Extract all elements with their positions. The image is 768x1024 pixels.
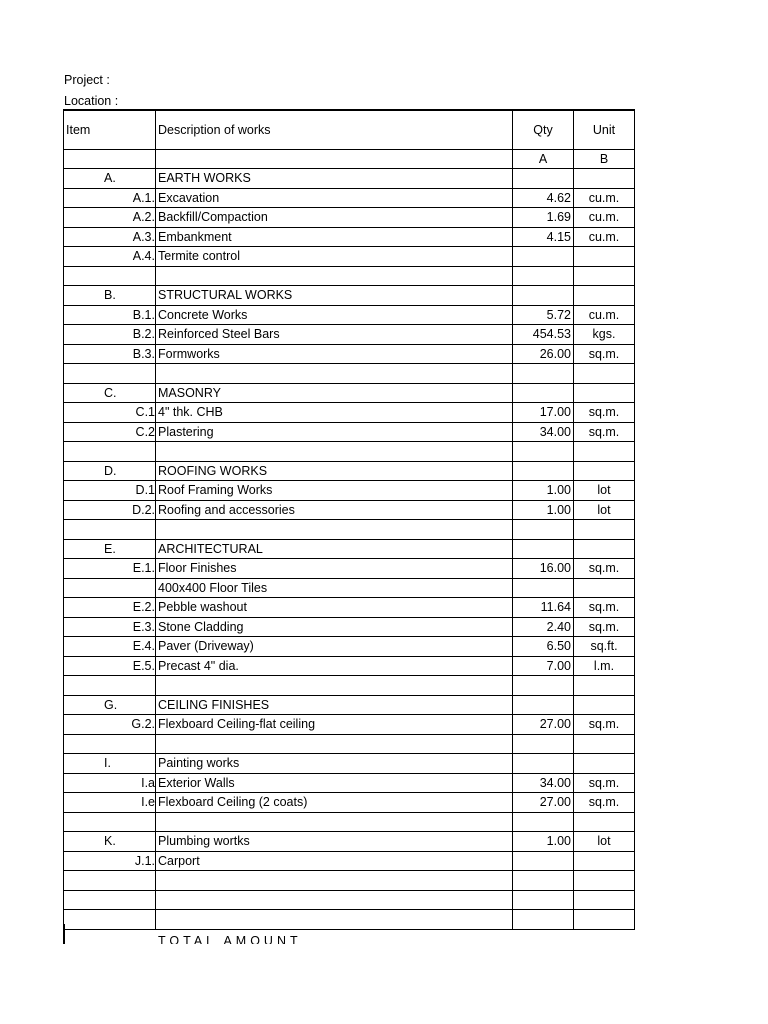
bill-of-quantities-table [63,109,635,930]
item-unit: sq.ft. [574,637,635,657]
item-description: 4" thk. CHB [156,403,513,423]
blank-cell [574,890,635,910]
blank-row [64,442,635,462]
item-description: Paver (Driveway) [156,637,513,657]
item-qty [513,578,574,598]
table-body [64,169,635,930]
item-unit: lot [574,832,635,852]
item-unit: sq.m. [574,793,635,813]
section-code [64,286,156,306]
item-code-text: G.2. [131,717,155,732]
blank-row [64,871,635,891]
item-unit [574,695,635,715]
blank-cell [64,890,156,910]
item-code [64,227,156,247]
item-code-text: D.2. [132,502,155,517]
section-row [64,169,635,189]
item-unit [574,247,635,267]
item-description: Floor Finishes [156,559,513,579]
item-code-text: A.3. [132,229,155,244]
item-qty: 4.62 [513,188,574,208]
item-description: Backfill/Compaction [156,208,513,228]
location-label: Location : [64,94,119,108]
blank-cell [574,442,635,462]
blank-cell [513,890,574,910]
blank-cell [574,676,635,696]
item-unit [574,539,635,559]
blank-cell [513,266,574,286]
item-qty: 17.00 [513,403,574,423]
blank-row [64,890,635,910]
blank-cell [156,871,513,891]
item-code-text: J.1. [134,853,155,868]
item-unit [574,383,635,403]
blank-cell [156,890,513,910]
item-unit: l.m. [574,656,635,676]
section-title: ARCHITECTURAL [156,539,513,559]
blank-cell [156,364,513,384]
item-description: Pebble washout [156,598,513,618]
blank-row [64,266,635,286]
table-row [64,793,635,813]
table-row [64,305,635,325]
subheader-unit-letter: B [574,150,635,169]
item-code [64,188,156,208]
item-qty [513,539,574,559]
column-header-qty: Qty [513,110,574,150]
section-row [64,695,635,715]
item-qty: 27.00 [513,793,574,813]
item-code [64,715,156,735]
blank-cell [513,442,574,462]
section-row [64,383,635,403]
blank-cell [513,871,574,891]
section-row [64,461,635,481]
item-unit: cu.m. [574,227,635,247]
item-code [64,481,156,501]
blank-cell [64,676,156,696]
column-header-unit: Unit [574,110,635,150]
table-row [64,559,635,579]
item-code-text: B.1. [132,307,155,322]
table-row [64,500,635,520]
section-row [64,286,635,306]
blank-cell [574,266,635,286]
item-qty [513,169,574,189]
section-code-text: K. [104,834,116,849]
item-qty [513,247,574,267]
section-title: Painting works [156,754,513,774]
blank-cell [156,520,513,540]
item-description: Excavation [156,188,513,208]
total-row [63,924,636,944]
item-qty: 1.69 [513,208,574,228]
item-unit [574,851,635,871]
section-row [64,539,635,559]
table-row [64,422,635,442]
item-code [64,559,156,579]
item-unit: sq.m. [574,344,635,364]
blank-cell [513,364,574,384]
subheader-item-cell [64,150,156,169]
blank-cell [64,266,156,286]
blank-cell [64,812,156,832]
item-unit [574,169,635,189]
item-qty: 4.15 [513,227,574,247]
section-code [64,461,156,481]
table-row [64,715,635,735]
item-description: Flexboard Ceiling (2 coats) [156,793,513,813]
table-row [64,578,635,598]
table-row [64,403,635,423]
blank-cell [574,734,635,754]
item-code-text: A.1. [132,190,155,205]
item-code-text: E.4. [132,639,155,654]
item-qty: 5.72 [513,305,574,325]
item-code [64,578,156,598]
item-unit: cu.m. [574,188,635,208]
section-title: MASONRY [156,383,513,403]
item-qty [513,695,574,715]
item-qty: 16.00 [513,559,574,579]
section-row [64,832,635,852]
item-qty: 454.53 [513,325,574,345]
section-row [64,754,635,774]
item-unit: sq.m. [574,617,635,637]
section-code [64,383,156,403]
item-unit: sq.m. [574,715,635,735]
item-code-text: B.3. [132,346,155,361]
item-description: Concrete Works [156,305,513,325]
column-header-item: Item [64,110,156,150]
column-header-description: Description of works [156,110,513,150]
blank-cell [156,812,513,832]
item-unit [574,286,635,306]
item-code-text: I.e [141,795,155,810]
item-qty [513,461,574,481]
item-unit: sq.m. [574,403,635,423]
item-code [64,851,156,871]
item-code [64,793,156,813]
section-code [64,754,156,774]
blank-cell [513,676,574,696]
table-row [64,598,635,618]
item-code [64,598,156,618]
item-code [64,305,156,325]
blank-row [64,520,635,540]
item-unit: kgs. [574,325,635,345]
table-row [64,773,635,793]
section-code-text: A. [104,171,116,186]
blank-cell [156,734,513,754]
item-qty: 27.00 [513,715,574,735]
subheader-qty-letter: A [513,150,574,169]
section-title: EARTH WORKS [156,169,513,189]
item-code-text: E.1. [132,561,155,576]
item-code-text: C.2 [135,424,155,439]
blank-row [64,734,635,754]
blank-cell [156,266,513,286]
section-code-text: G. [104,697,118,712]
item-unit: lot [574,481,635,501]
item-unit: cu.m. [574,305,635,325]
section-code [64,832,156,852]
project-label: Project : [64,73,110,87]
table-row [64,637,635,657]
item-description: Termite control [156,247,513,267]
item-unit [574,461,635,481]
item-unit: sq.m. [574,773,635,793]
item-description: Carport [156,851,513,871]
item-code [64,247,156,267]
item-code [64,773,156,793]
item-description: Formworks [156,344,513,364]
blank-cell [513,734,574,754]
blank-cell [64,364,156,384]
blank-cell [574,812,635,832]
item-unit: cu.m. [574,208,635,228]
item-code [64,617,156,637]
section-code [64,695,156,715]
item-qty [513,754,574,774]
section-title: STRUCTURAL WORKS [156,286,513,306]
table-row [64,656,635,676]
table-header-row [64,110,635,150]
item-description: Flexboard Ceiling-flat ceiling [156,715,513,735]
item-unit [574,578,635,598]
item-code [64,637,156,657]
item-description: Exterior Walls [156,773,513,793]
section-title: ROOFING WORKS [156,461,513,481]
section-code-text: I. [104,756,111,771]
item-description: Embankment [156,227,513,247]
item-qty: 34.00 [513,422,574,442]
blank-cell [64,442,156,462]
section-code-text: B. [104,288,116,303]
blank-cell [64,734,156,754]
item-qty: 7.00 [513,656,574,676]
section-code-text: C. [104,385,117,400]
blank-row [64,364,635,384]
item-qty: 1.00 [513,500,574,520]
item-qty: 2.40 [513,617,574,637]
item-code-text: D.1 [135,483,155,498]
table-row [64,247,635,267]
section-code-text: D. [104,463,117,478]
item-code-text: E.3. [132,619,155,634]
item-description: Roofing and accessories [156,500,513,520]
table-subheader-row [64,150,635,169]
item-code [64,208,156,228]
section-code [64,169,156,189]
table-row [64,208,635,228]
item-code [64,403,156,423]
blank-cell [574,364,635,384]
item-unit: lot [574,500,635,520]
subheader-description-cell [156,150,513,169]
item-code [64,325,156,345]
table-row [64,481,635,501]
item-qty: 1.00 [513,832,574,852]
item-unit [574,754,635,774]
item-qty: 1.00 [513,481,574,501]
item-code-text: E.2. [132,600,155,615]
item-unit: sq.m. [574,422,635,442]
blank-cell [574,520,635,540]
item-qty [513,286,574,306]
item-qty: 11.64 [513,598,574,618]
table-row [64,851,635,871]
item-qty: 6.50 [513,637,574,657]
table-row [64,325,635,345]
item-code-text: I.a [141,775,155,790]
blank-row [64,812,635,832]
table-row [64,344,635,364]
item-qty: 26.00 [513,344,574,364]
blank-cell [574,871,635,891]
item-code [64,500,156,520]
section-code-text: E. [104,541,116,556]
item-description: Stone Cladding [156,617,513,637]
item-qty [513,851,574,871]
item-code-text: E.5. [132,658,155,673]
blank-cell [156,442,513,462]
item-description: Precast 4" dia. [156,656,513,676]
blank-cell [156,676,513,696]
item-description: Plastering [156,422,513,442]
item-code-text: B.2. [132,327,155,342]
item-unit: sq.m. [574,598,635,618]
blank-row [64,676,635,696]
blank-cell [64,871,156,891]
item-description: Reinforced Steel Bars [156,325,513,345]
item-code [64,656,156,676]
section-title: Plumbing wortks [156,832,513,852]
blank-cell [513,812,574,832]
item-qty: 34.00 [513,773,574,793]
item-code-text: C.1 [135,405,155,420]
item-code-text: A.4. [132,249,155,264]
section-title: CEILING FINISHES [156,695,513,715]
table-row [64,227,635,247]
item-code [64,344,156,364]
total-amount-label: TOTAL AMOUNT [158,934,302,944]
blank-cell [64,520,156,540]
item-description: Roof Framing Works [156,481,513,501]
item-code [64,422,156,442]
item-unit: sq.m. [574,559,635,579]
item-code-text: A.2. [132,210,155,225]
table-row [64,617,635,637]
item-qty [513,383,574,403]
section-code [64,539,156,559]
item-description: 400x400 Floor Tiles [156,578,513,598]
blank-cell [513,520,574,540]
table-row [64,188,635,208]
